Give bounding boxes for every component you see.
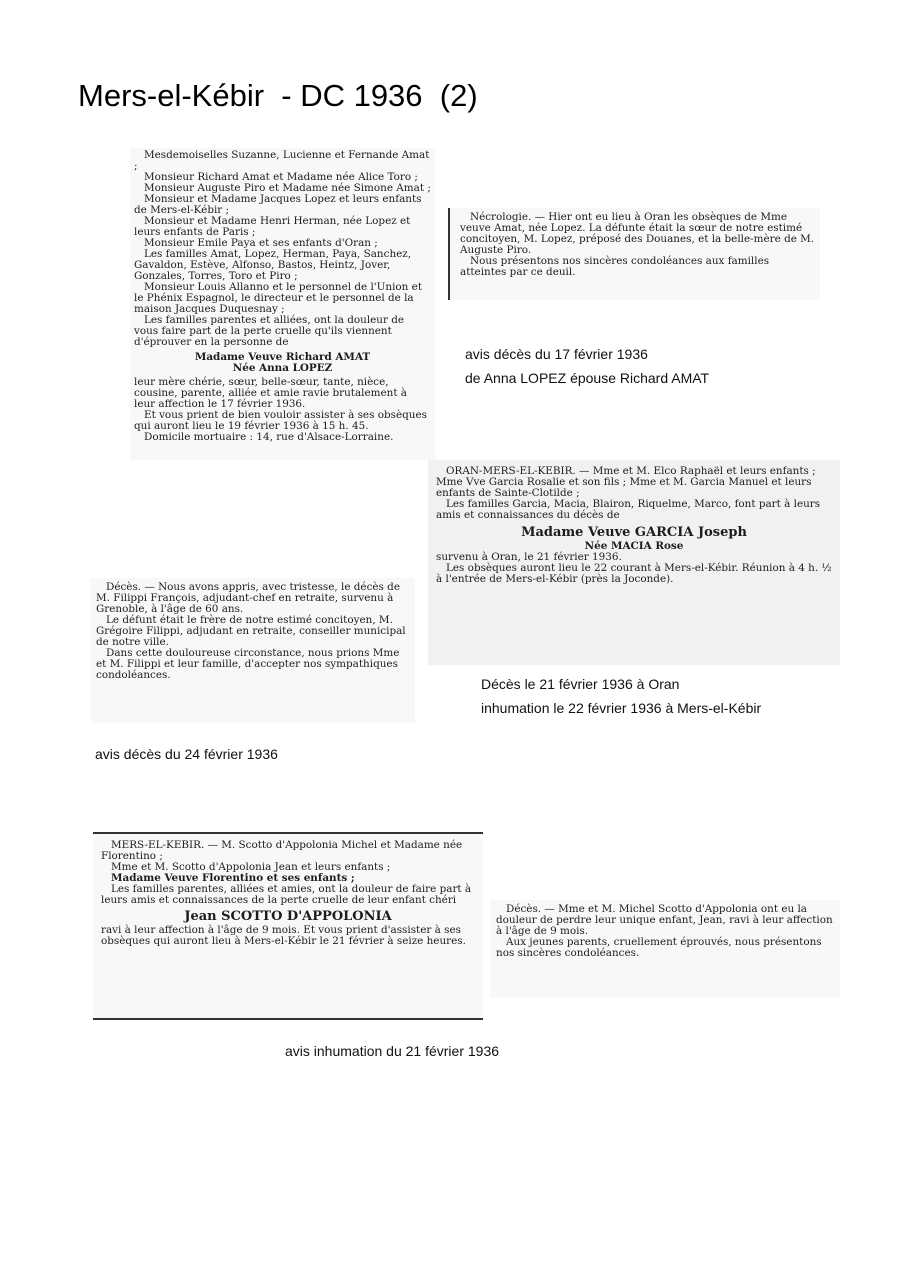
caption-scotto-date: avis inhumation du 21 février 1936: [285, 1043, 500, 1059]
notice-line: leur mère chérie, sœur, belle-sœur, tante, nièce, cousine, parente, alliée et amie ravie brutalement à leur affection le 17 février 1936.: [134, 376, 407, 410]
notice-line: Les familles parentes et alliées, ont la douleur de vous faire part de la perte cruelle qu'ils viennent d'éprouver en la personne de: [134, 314, 405, 348]
caption-amat-name: de Anna LOPEZ épouse Richard AMAT: [465, 370, 710, 386]
notice-line: Monsieur Louis Allanno et le personnel de l'Union et le Phénix Espagnol, le directeur et le personnel de la maison Jacques Duquesnay ;: [134, 281, 422, 315]
deceased-maiden-name: Née Anna LOPEZ: [232, 362, 333, 374]
scotto-text: Les familles parentes, alliées et amies, ont la douleur de faire part à leurs amis et connaissances de la perte cruelle de leur enfant chéri: [101, 883, 472, 906]
notice-line: Monsieur et Madame Henri Herman, née Lopez et leurs enfants de Paris ;: [134, 215, 411, 238]
necrologie-text: Nécrologie. — Hier ont eu lieu à Oran les obsèques de Mme veuve Amat, née Lopez. La défunte était la sœur de notre estimé concitoyen, M. Lopez, préposé des Douanes, et la belle-mère de M. Auguste Piro.: [460, 211, 815, 256]
page-title: Mers-el-Kébir - DC 1936 (2): [78, 78, 478, 113]
garcia-text: Les familles Garcia, Macia, Blairon, Riquelme, Marco, font part à leurs amis et connaissances du décès de: [436, 498, 821, 521]
caption-filippi-date: avis décès du 24 février 1936: [95, 746, 278, 762]
caption-amat-date: avis décès du 17 février 1936: [465, 346, 648, 362]
scotto-text: ravi à leur affection à l'âge de 9 mois. Et vous prient d'assister à ses obsèques qui auront lieu à Mers-el-Kébir le 21 février à seize heures.: [101, 924, 466, 947]
clipping-scotto-avis: [93, 832, 483, 1020]
notice-line: Monsieur Richard Amat et Madame née Alice Toro ;: [144, 171, 418, 183]
garcia-text: Les obsèques auront lieu le 22 courant à Mers-el-Kébir. Réunion à 4 h. ½ à l'entrée de Mers-el-Kébir (près la Joconde).: [436, 562, 832, 585]
notice-line: Monsieur Auguste Piro et Madame née Simone Amat ;: [144, 182, 431, 194]
deceased-maiden-name: Née MACIA Rose: [584, 540, 684, 552]
notice-line: Les familles Amat, Lopez, Herman, Paya, Sanchez, Gavaldon, Estève, Alfonso, Bastos, Heintz, Jover, Gonzales, Torres, Toro et Piro ;: [134, 248, 412, 282]
scotto-deces-text: Aux jeunes parents, cruellement éprouvés, nous présentons nos sincères condoléances.: [496, 936, 822, 959]
garcia-text: survenu à Oran, le 21 février 1936.: [436, 551, 622, 563]
notice-line: Mesdemoiselles Suzanne, Lucienne et Fernande Amat ;: [134, 149, 430, 172]
deceased-name: Madame Veuve GARCIA Joseph: [521, 525, 747, 540]
notice-line: Monsieur et Madame Jacques Lopez et leurs enfants de Mers-el-Kébir ;: [134, 193, 422, 216]
notice-line: Monsieur Emile Paya et ses enfants d'Oran ;: [144, 237, 378, 249]
clipping-scotto-deces: [490, 900, 840, 998]
scotto-text: MERS-EL-KEBIR. — M. Scotto d'Appolonia Michel et Madame née Florentino ;: [101, 839, 463, 862]
necrologie-text: Nous présentons nos sincères condoléances aux familles atteintes par ce deuil.: [460, 255, 770, 278]
clipping-garcia-notice: [428, 460, 840, 665]
deceased-name: Jean SCOTTO D'APPOLONIA: [184, 909, 392, 924]
deceased-name: Madame Veuve Richard AMAT: [194, 351, 371, 363]
filippi-text: Le défunt était le frère de notre estimé concitoyen, M. Grégoire Filippi, adjudant en retraite, conseiller municipal de notre ville.: [96, 614, 406, 648]
filippi-text: Décès. — Nous avons appris, avec tristesse, le décès de M. Filippi François, adjudant-chef en retraite, survenu à Grenoble, à l'âge de 60 ans.: [96, 581, 400, 615]
notice-line: Domicile mortuaire : 14, rue d'Alsace-Lorraine.: [144, 431, 394, 443]
filippi-text: Dans cette douloureuse circonstance, nous prions Mme et M. Filippi et leur famille, d'accepter nos sympathiques condoléances.: [96, 647, 400, 681]
clipping-filippi-deces: [90, 578, 415, 723]
notice-line: Et vous prient de bien vouloir assister à ses obsèques qui auront lieu le 19 février 1936 à 15 h. 45.: [134, 409, 427, 432]
scotto-deces-text: Décès. — Mme et M. Michel Scotto d'Appolonia ont eu la douleur de perdre leur unique enfant, Jean, ravi à leur affection à l'âge de 9 mois.: [496, 903, 833, 937]
caption-garcia-burial: inhumation le 22 février 1936 à Mers-el-Kébir: [481, 700, 762, 716]
scotto-text: Mme et M. Scotto d'Appolonia Jean et leurs enfants ;: [111, 861, 391, 873]
clipping-necrologie: [448, 208, 820, 300]
scotto-text: Madame Veuve Florentino et ses enfants ;: [111, 872, 355, 884]
clipping-amat-notice: [130, 148, 435, 460]
caption-garcia-death: Décès le 21 février 1936 à Oran: [481, 676, 680, 692]
garcia-text: ORAN-MERS-EL-KEBIR. — Mme et M. Elco Raphaël et leurs enfants ; Mme Vve Garcia Rosalie et son fils ; Mme et M. Garcia Manuel et leurs enfants de Sainte-Clotilde ;: [436, 465, 816, 499]
